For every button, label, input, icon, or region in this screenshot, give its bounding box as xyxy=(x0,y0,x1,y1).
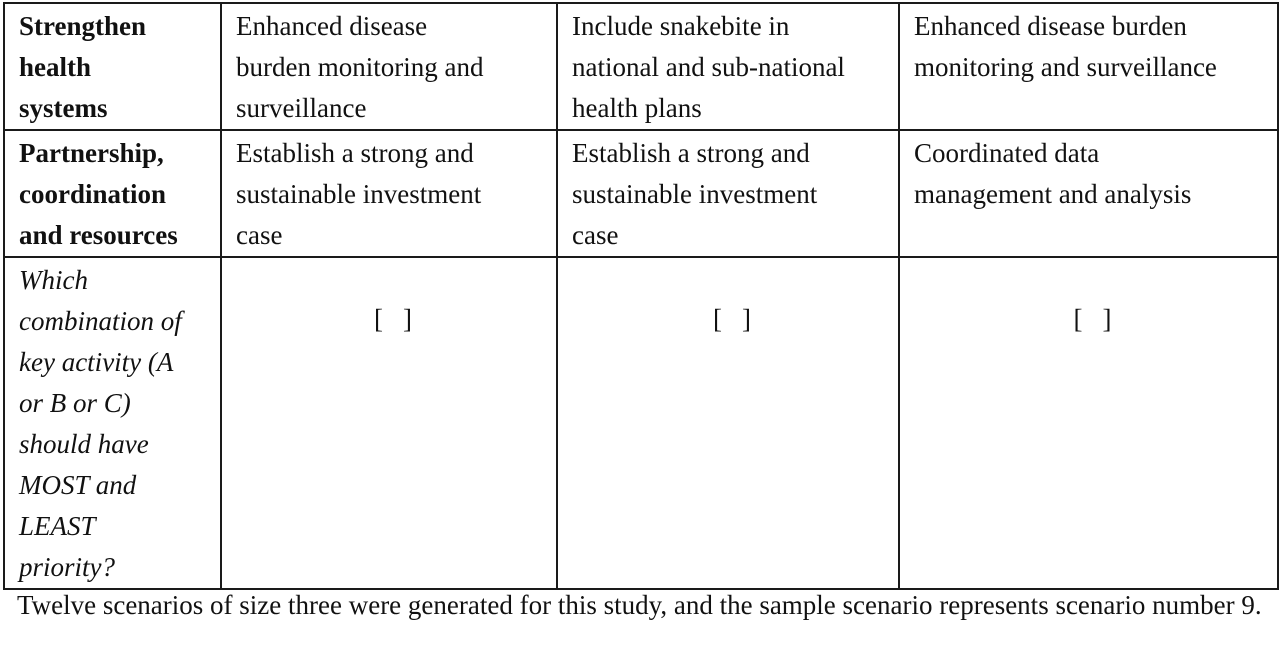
bracket-open: [ xyxy=(1073,304,1083,334)
option-line: national and sub-national xyxy=(572,52,845,82)
option-cell-b xyxy=(557,3,899,130)
option-line: surveillance xyxy=(236,93,367,123)
option-line: Establish a strong and xyxy=(236,138,474,168)
choice-checkbox-a[interactable] xyxy=(374,299,412,340)
question-line: LEAST xyxy=(19,511,96,541)
table-row xyxy=(4,130,1278,257)
option-cell-a xyxy=(221,130,557,257)
attribute-cell-partnership xyxy=(4,130,221,257)
bracket-close: ] xyxy=(403,304,412,334)
table-row xyxy=(4,3,1278,130)
option-line: monitoring and surveillance xyxy=(914,52,1217,82)
question-line: or B or C) xyxy=(19,388,131,418)
option-line: Enhanced disease xyxy=(236,11,428,41)
choice-cell-b xyxy=(557,257,899,589)
option-cell-a xyxy=(221,3,557,130)
option-cell-c xyxy=(899,3,1278,130)
option-line: sustainable investment xyxy=(236,179,482,209)
attribute-line: Strengthen xyxy=(19,11,147,41)
option-cell-b xyxy=(557,130,899,257)
bracket-close: ] xyxy=(1102,304,1112,334)
question-line: MOST and xyxy=(19,470,137,500)
option-line: health plans xyxy=(572,93,702,123)
attribute-cell-health-systems xyxy=(4,3,221,130)
question-line: Which xyxy=(19,265,88,295)
scenario-table xyxy=(3,2,1279,590)
attribute-line: health xyxy=(19,52,92,82)
question-cell xyxy=(4,257,221,589)
option-line: Establish a strong and xyxy=(572,138,810,168)
choice-cell-c xyxy=(899,257,1278,589)
option-line: Coordinated data xyxy=(914,138,1100,168)
option-line: management and analysis xyxy=(914,179,1192,209)
question-line: priority? xyxy=(19,552,116,582)
option-line: Include snakebite in xyxy=(572,11,790,41)
option-line: sustainable investment xyxy=(572,179,818,209)
table-footnote: Twelve scenarios of size three were generated for this study, and the sample scenario represents scenario number 9. xyxy=(17,590,1262,620)
option-cell-c xyxy=(899,130,1278,257)
bracket-close: ] xyxy=(742,304,751,334)
question-line: key activity (A xyxy=(19,347,174,377)
attribute-line: and resources xyxy=(19,220,178,250)
option-line: burden monitoring and xyxy=(236,52,484,82)
option-line: case xyxy=(572,220,619,250)
choice-checkbox-c[interactable] xyxy=(1074,299,1112,340)
choice-cell-a xyxy=(221,257,557,589)
option-line: case xyxy=(236,220,283,250)
attribute-line: coordination xyxy=(19,179,167,209)
attribute-line: Partnership, xyxy=(19,138,164,168)
attribute-line: systems xyxy=(19,93,108,123)
question-line: should have xyxy=(19,429,149,459)
choice-checkbox-b[interactable] xyxy=(713,299,751,340)
table-row xyxy=(4,257,1278,589)
question-line: combination of xyxy=(19,306,182,336)
bracket-open: [ xyxy=(374,304,383,334)
bracket-open: [ xyxy=(713,304,722,334)
option-line: Enhanced disease burden xyxy=(914,11,1187,41)
